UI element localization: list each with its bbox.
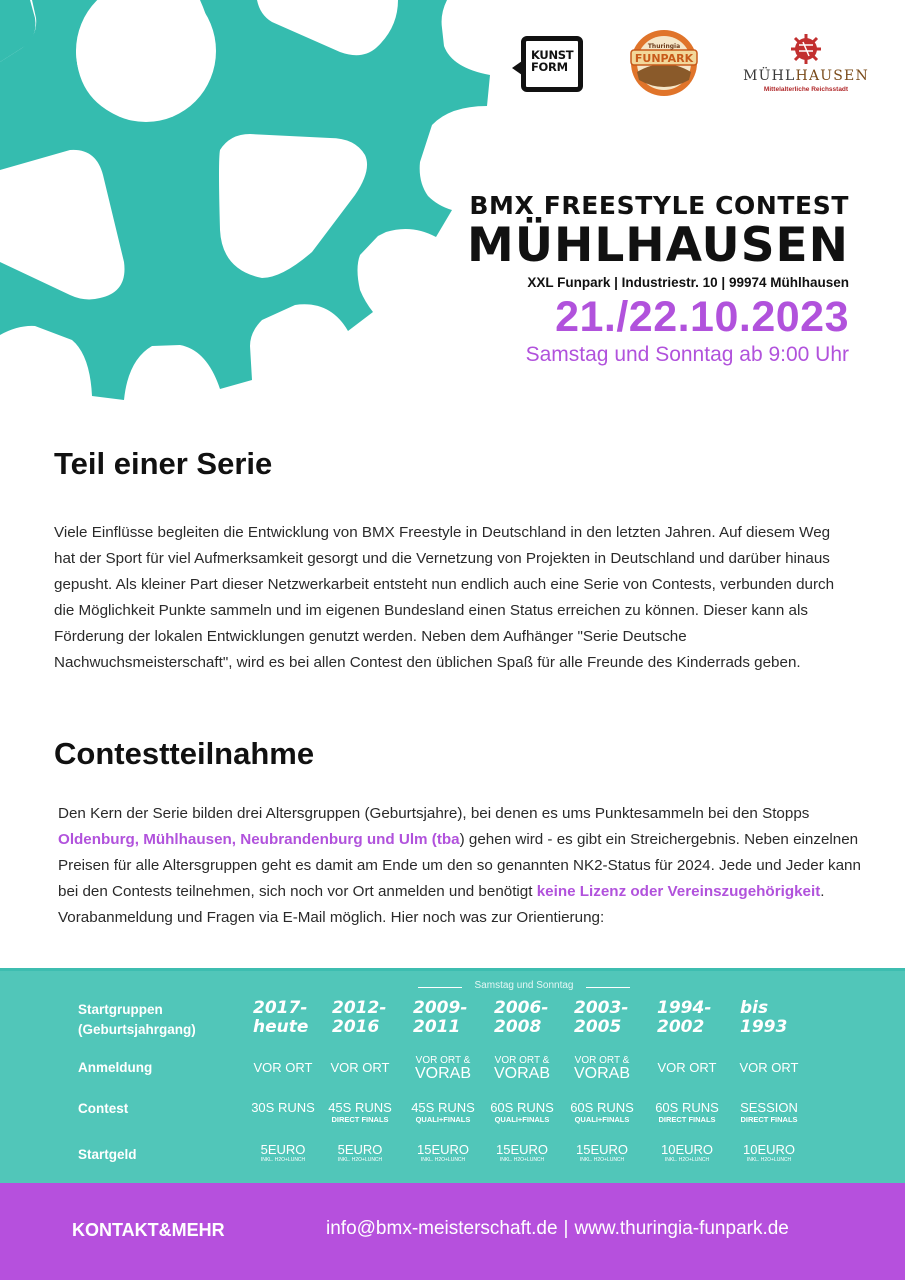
- age-group-cell: 2012- 2016: [332, 998, 387, 1037]
- age-group-cell: bis 1993: [740, 998, 788, 1037]
- section-body-serie: Viele Einflüsse begleiten die Entwicklung von BMX Freestyle in Deutschland in den letzten Jahren. Auf diesem Weg hat der Sport für viel Aufmerksamkeit gesorgt und die Vernetzung von Projekten in Deutschland und darüber hinaus gepusht. Als kleiner Part dieser Netzwerkarbeit entsteht nun endlich auch eine Serie von Contests, verbunden durch die Möglichkeit Punkte sammeln und im eigenen Bundesland einen Status erreichen zu können. Dieser kann als Förderung der lokalen Entwicklungen genutzt werden. Neben dem Aufhänger "Serie Deutsche Nachwuchsmeisterschaft", wird es bei allen Contest den üblichen Spaß für alle Freunde des Kinderrads geben.: [54, 524, 835, 671]
- row-label-contest: Contest: [78, 1101, 129, 1116]
- registration-cell: VOR ORT: [657, 1060, 717, 1075]
- weekend-label: Samstag und Sonntag: [418, 980, 630, 991]
- footer-contact-label: KONTAKT&MEHR: [72, 1220, 225, 1240]
- age-group-cell: 2017- heute: [253, 998, 309, 1037]
- event-address: XXL Funpark | Industriestr. 10 | 99974 Mühlhausen: [527, 275, 849, 290]
- website-link[interactable]: www.thuringia-funpark.de: [574, 1218, 789, 1239]
- funpark-logo-icon: [627, 28, 701, 98]
- contest-format-cell: 30S RUNS: [251, 1100, 315, 1115]
- svg-text:FUNPARK: FUNPARK: [634, 52, 694, 65]
- event-subtitle: BMX FREESTYLE CONTEST: [469, 191, 849, 220]
- email-link[interactable]: info@bmx-meisterschaft.de: [326, 1218, 558, 1239]
- row-label-registration: Anmeldung: [78, 1060, 153, 1075]
- entry-fee-cell: 5EURO INKL. H2O+LUNCH: [337, 1142, 383, 1163]
- partner-logos: [515, 28, 875, 103]
- entry-fee-cell: 10EURO INKL. H2O+LUNCH: [660, 1142, 714, 1163]
- entry-fee-cell: 15EURO INKL. H2O+LUNCH: [495, 1142, 549, 1163]
- registration-cell: VOR ORT: [330, 1060, 390, 1075]
- muehlhausen-emblem-icon: [789, 33, 823, 65]
- row-label-groups: Startgruppen (Geburtsjahrgang): [78, 1002, 196, 1037]
- footer: [0, 1183, 905, 1280]
- age-group-cell: 1994- 2002: [657, 998, 712, 1037]
- footer-links: info@bmx-meisterschaft.de | www.thuringia-funpark.de: [326, 1218, 789, 1239]
- row-label-fee: Startgeld: [78, 1147, 137, 1162]
- age-group-cell: 2003- 2005: [574, 998, 629, 1037]
- registration-cell: VOR ORT & VORAB: [414, 1055, 471, 1082]
- entry-fee-cell: 15EURO INKL. H2O+LUNCH: [575, 1142, 629, 1163]
- section-title-contest: Contestteilnahme: [54, 736, 315, 771]
- age-group-cell: 2009- 2011: [413, 998, 468, 1037]
- orientation-table: [0, 968, 905, 1183]
- entry-fee-cell: 5EURO INKL. H2O+LUNCH: [260, 1142, 306, 1163]
- muehlhausen-logo: MÜHLHAUSEN Mittelalterliche Reichsstadt: [741, 33, 871, 99]
- contest-format-cell: 45S RUNS QUALI+FINALS: [411, 1100, 475, 1124]
- age-group-cell: 2006- 2008: [494, 998, 549, 1037]
- gear-decoration-icon: [0, 0, 500, 400]
- registration-cell: VOR ORT: [253, 1060, 313, 1075]
- entry-fee-cell: 10EURO INKL. H2O+LUNCH: [742, 1142, 796, 1163]
- stops-highlight: Oldenburg, Mühlhausen, Neubrandenburg und Ulm (tba: [58, 831, 460, 848]
- section-body-contest: Den Kern der Serie bilden drei Altersgruppen (Geburtsjahre), bei denen es ums Punktesammeln bei den Stopps Oldenburg, Mühlhausen, Neubrandenburg und Ulm (tba) gehen wird - es gibt ein Streichergebnis. Neben einzelnen Preisen für alle Altersgruppen geht es damit am Ende um den so genannten NK2-Status für 2024. Jede und Jeder kann bei den Contests teilnehmen, sich noch vor Ort anmelden und benötigt keine Lizenz oder Vereinszugehörigkeit. Vorabanmeldung und Fragen via E-Mail möglich. Hier noch was zur Orientierung:: [58, 805, 861, 926]
- contest-format-cell: 60S RUNS QUALI+FINALS: [490, 1100, 554, 1124]
- entry-fee-cell: 15EURO INKL. H2O+LUNCH: [416, 1142, 470, 1163]
- contest-format-cell: 60S RUNS QUALI+FINALS: [570, 1100, 634, 1124]
- registration-cell: VOR ORT & VORAB: [493, 1055, 550, 1082]
- event-time: Samstag und Sonntag ab 9:00 Uhr: [525, 343, 849, 366]
- event-date: 21./22.10.2023: [555, 293, 849, 341]
- registration-cell: VOR ORT & VORAB: [573, 1055, 630, 1082]
- section-title-serie: Teil einer Serie: [54, 446, 273, 481]
- svg-text:Thuringia: Thuringia: [647, 43, 681, 50]
- no-license-highlight: keine Lizenz oder Vereinszugehörigkeit: [536, 883, 821, 900]
- contest-format-cell: 60S RUNS DIRECT FINALS: [655, 1100, 719, 1124]
- kunstform-logo: KUNST FORM: [521, 36, 583, 92]
- event-title: MÜHLHAUSEN: [467, 218, 849, 273]
- event-header: [429, 190, 849, 368]
- registration-cell: VOR ORT: [739, 1060, 799, 1075]
- contest-format-cell: 45S RUNS DIRECT FINALS: [328, 1100, 392, 1124]
- contest-format-cell: SESSION DIRECT FINALS: [740, 1100, 798, 1124]
